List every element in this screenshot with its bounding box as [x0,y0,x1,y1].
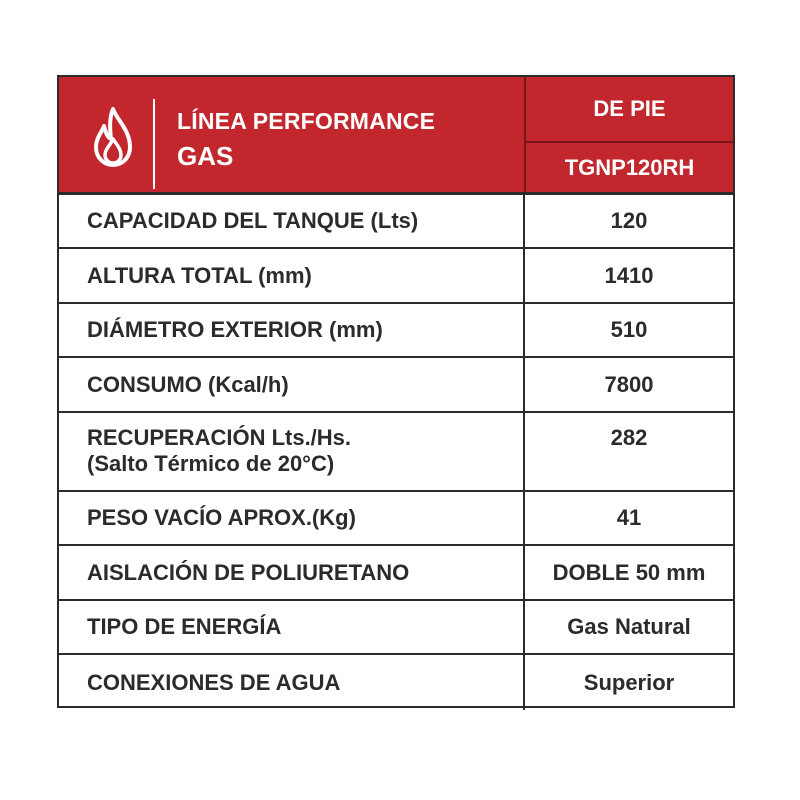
spec-label: TIPO DE ENERGÍA [59,601,525,653]
flame-icon [93,106,133,168]
table-row [59,249,733,304]
model-code: TGNP120RH [526,141,733,192]
spec-value: Gas Natural [567,614,691,639]
table-header [59,77,733,195]
spec-label: RECUPERACIÓN Lts./Hs. [87,425,352,450]
spec-value: Superior [583,669,675,695]
header-divider [153,99,155,189]
spec-value: 1410 [604,262,654,288]
product-line-title: LÍNEA PERFORMANCE [177,108,436,134]
spec-label: CONSUMO (Kcal/h) [59,358,525,411]
table-row [59,655,733,710]
product-line-subtitle: GAS [177,141,234,171]
spec-label: AISLACIÓN DE POLIURETANO [59,546,525,599]
table-row [59,601,733,655]
spec-label: CONEXIONES DE AGUA [59,655,525,710]
spec-label: ALTURA TOTAL (mm) [59,249,525,302]
table-row [59,413,733,492]
spec-value: 510 [610,317,648,342]
table-row [59,492,733,546]
spec-table [57,75,735,708]
spec-label: CAPACIDAD DEL TANQUE (Lts) [59,195,525,247]
table-row [59,546,733,601]
spec-value: 120 [610,208,648,233]
spec-value: DOBLE 50 mm [552,559,706,585]
spec-sublabel: (Salto Térmico de 20°C) [87,451,335,476]
spec-label-group [59,413,525,490]
table-row [59,195,733,249]
table-row [59,358,733,413]
spec-label: PESO VACÍO APROX.(Kg) [59,492,525,544]
spec-label: DIÁMETRO EXTERIOR (mm) [59,304,525,356]
spec-value: 7800 [604,371,654,397]
table-row [59,304,733,358]
spec-value: 282 [610,425,648,450]
spec-value: 41 [616,505,642,530]
spec-rows [59,195,733,710]
mount-type-label: DE PIE [593,96,666,121]
